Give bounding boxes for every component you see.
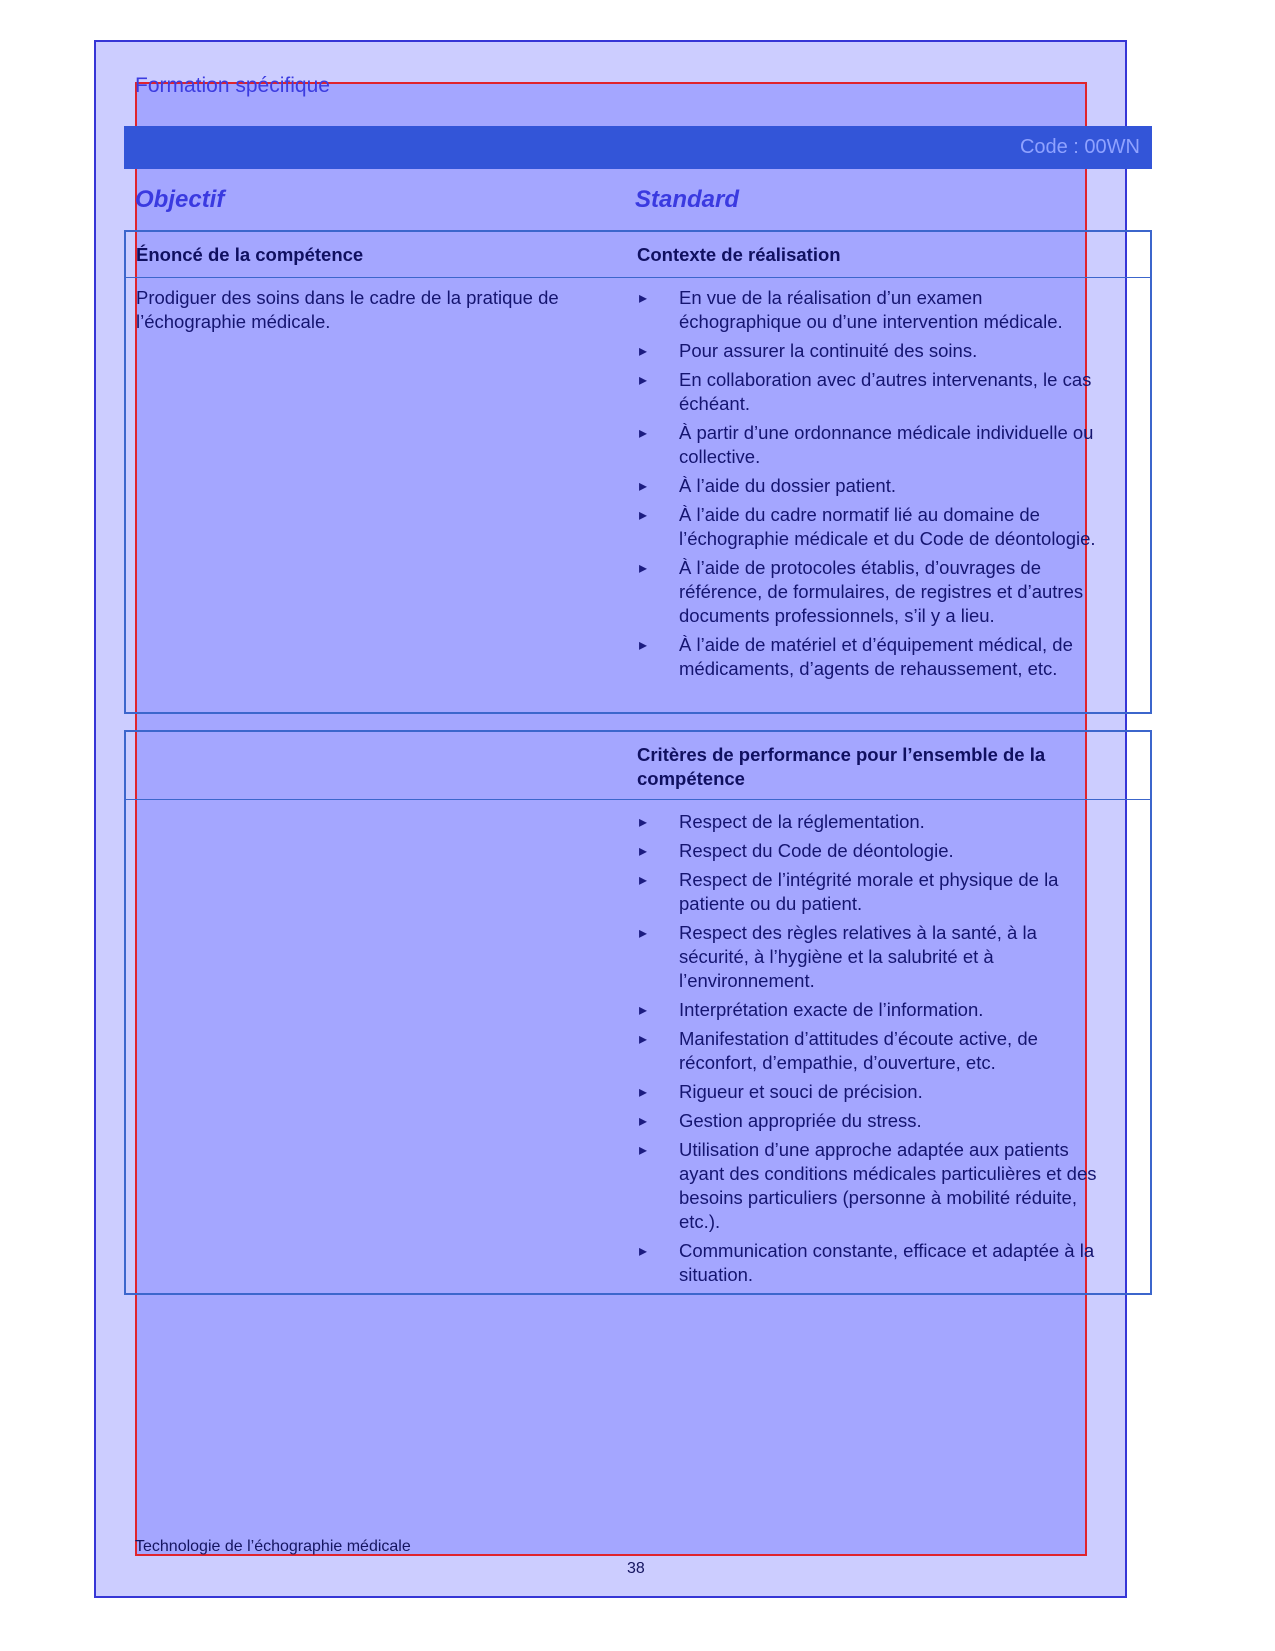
list-item (636, 286, 1106, 334)
list-item (636, 1138, 1106, 1234)
list-item-text: À l’aide du cadre normatif lié au domaine de l’échographie médicale et du Code de déontologie. (679, 504, 1096, 549)
list-item-text: Respect du Code de déontologie. (679, 840, 954, 861)
list-item (636, 503, 1106, 551)
bullet-icon: ▸ (639, 290, 648, 307)
list-item-text: Gestion appropriée du stress. (679, 1110, 922, 1131)
bullet-icon: ▸ (639, 1243, 648, 1260)
list-item (636, 998, 1106, 1022)
list-item-text: En vue de la réalisation d’un examen échographique ou d’une intervention médicale. (679, 287, 1063, 332)
list-item-text: En collaboration avec d’autres intervenants, le cas échéant. (679, 369, 1092, 414)
list-item (636, 421, 1106, 469)
bullet-icon: ▸ (639, 925, 648, 942)
bullet-icon: ▸ (639, 1142, 648, 1159)
bullet-icon: ▸ (639, 1084, 648, 1101)
footer-program: Technologie de l’échographie médicale (135, 1538, 411, 1555)
bullet-icon: ▸ (639, 1113, 648, 1130)
list-item (636, 1109, 1106, 1133)
list-item-text: À l’aide de matériel et d’équipement médical, de médicaments, d’agents de rehaussement, etc. (679, 634, 1073, 679)
list-item (636, 556, 1106, 628)
list-item (636, 921, 1106, 993)
list-item-text: Manifestation d’attitudes d’écoute active, de réconfort, d’empathie, d’ouverture, etc. (679, 1028, 1038, 1073)
criteria-table (124, 730, 1152, 1295)
column-heading-standard: Standard (635, 186, 740, 213)
bullet-icon: ▸ (639, 425, 648, 442)
code-bar (124, 126, 1152, 169)
competence-statement: Prodiguer des soins dans le cadre de la pratique de l’échographie médicale. (136, 287, 559, 332)
list-item (636, 810, 1106, 834)
list-item-text: Communication constante, efficace et adaptée à la situation. (679, 1240, 1095, 1285)
list-item (636, 1080, 1106, 1104)
bullet-icon: ▸ (639, 843, 648, 860)
page-number: 38 (627, 1560, 645, 1577)
list-item (636, 474, 1106, 498)
bullet-icon: ▸ (639, 560, 648, 577)
list-item-text: Pour assurer la continuité des soins. (679, 340, 978, 361)
bullet-icon: ▸ (639, 372, 648, 389)
context-heading: Contexte de réalisation (637, 244, 841, 265)
list-item (636, 839, 1106, 863)
table-divider (126, 799, 1150, 800)
section-title: Formation spécifique (135, 74, 330, 97)
context-list (636, 286, 1106, 686)
bullet-icon: ▸ (639, 872, 648, 889)
criteria-heading: Critères de performance pour l’ensemble de la compétence (637, 744, 1046, 789)
list-item (636, 339, 1106, 363)
table-divider (126, 277, 1150, 278)
bullet-icon: ▸ (639, 478, 648, 495)
list-item-text: Respect des règles relatives à la santé, à la sécurité, à l’hygiène et la salubrité et à l’environnement. (679, 922, 1037, 991)
list-item-text: Interprétation exacte de l’information. (679, 999, 984, 1020)
competence-table (124, 230, 1152, 714)
list-item-text: À l’aide du dossier patient. (679, 475, 896, 496)
bullet-icon: ▸ (639, 507, 648, 524)
bullet-icon: ▸ (639, 1031, 648, 1048)
competence-heading: Énoncé de la compétence (136, 244, 364, 265)
list-item-text: À partir d’une ordonnance médicale individuelle ou collective. (679, 422, 1094, 467)
list-item (636, 1027, 1106, 1075)
bullet-icon: ▸ (639, 1002, 648, 1019)
list-item (636, 368, 1106, 416)
list-item-text: Utilisation d’une approche adaptée aux patients ayant des conditions médicales particulières et des besoins particuliers (personne à mobilité réduite, etc.). (679, 1139, 1097, 1232)
bullet-icon: ▸ (639, 814, 648, 831)
criteria-list (636, 810, 1106, 1292)
list-item (636, 633, 1106, 681)
bullet-icon: ▸ (639, 637, 648, 654)
list-item-text: Respect de l’intégrité morale et physique de la patiente ou du patient. (679, 869, 1059, 914)
list-item-text: À l’aide de protocoles établis, d’ouvrages de référence, de formulaires, de registres et d’autres documents professionnels, s’il y a lieu. (679, 557, 1084, 626)
list-item-text: Rigueur et souci de précision. (679, 1081, 923, 1102)
list-item (636, 1239, 1106, 1287)
list-item-text: Respect de la réglementation. (679, 811, 925, 832)
list-item (636, 868, 1106, 916)
bullet-icon: ▸ (639, 343, 648, 360)
competency-code: Code : 00WN (1019, 136, 1140, 158)
column-heading-objectif: Objectif (135, 186, 225, 213)
